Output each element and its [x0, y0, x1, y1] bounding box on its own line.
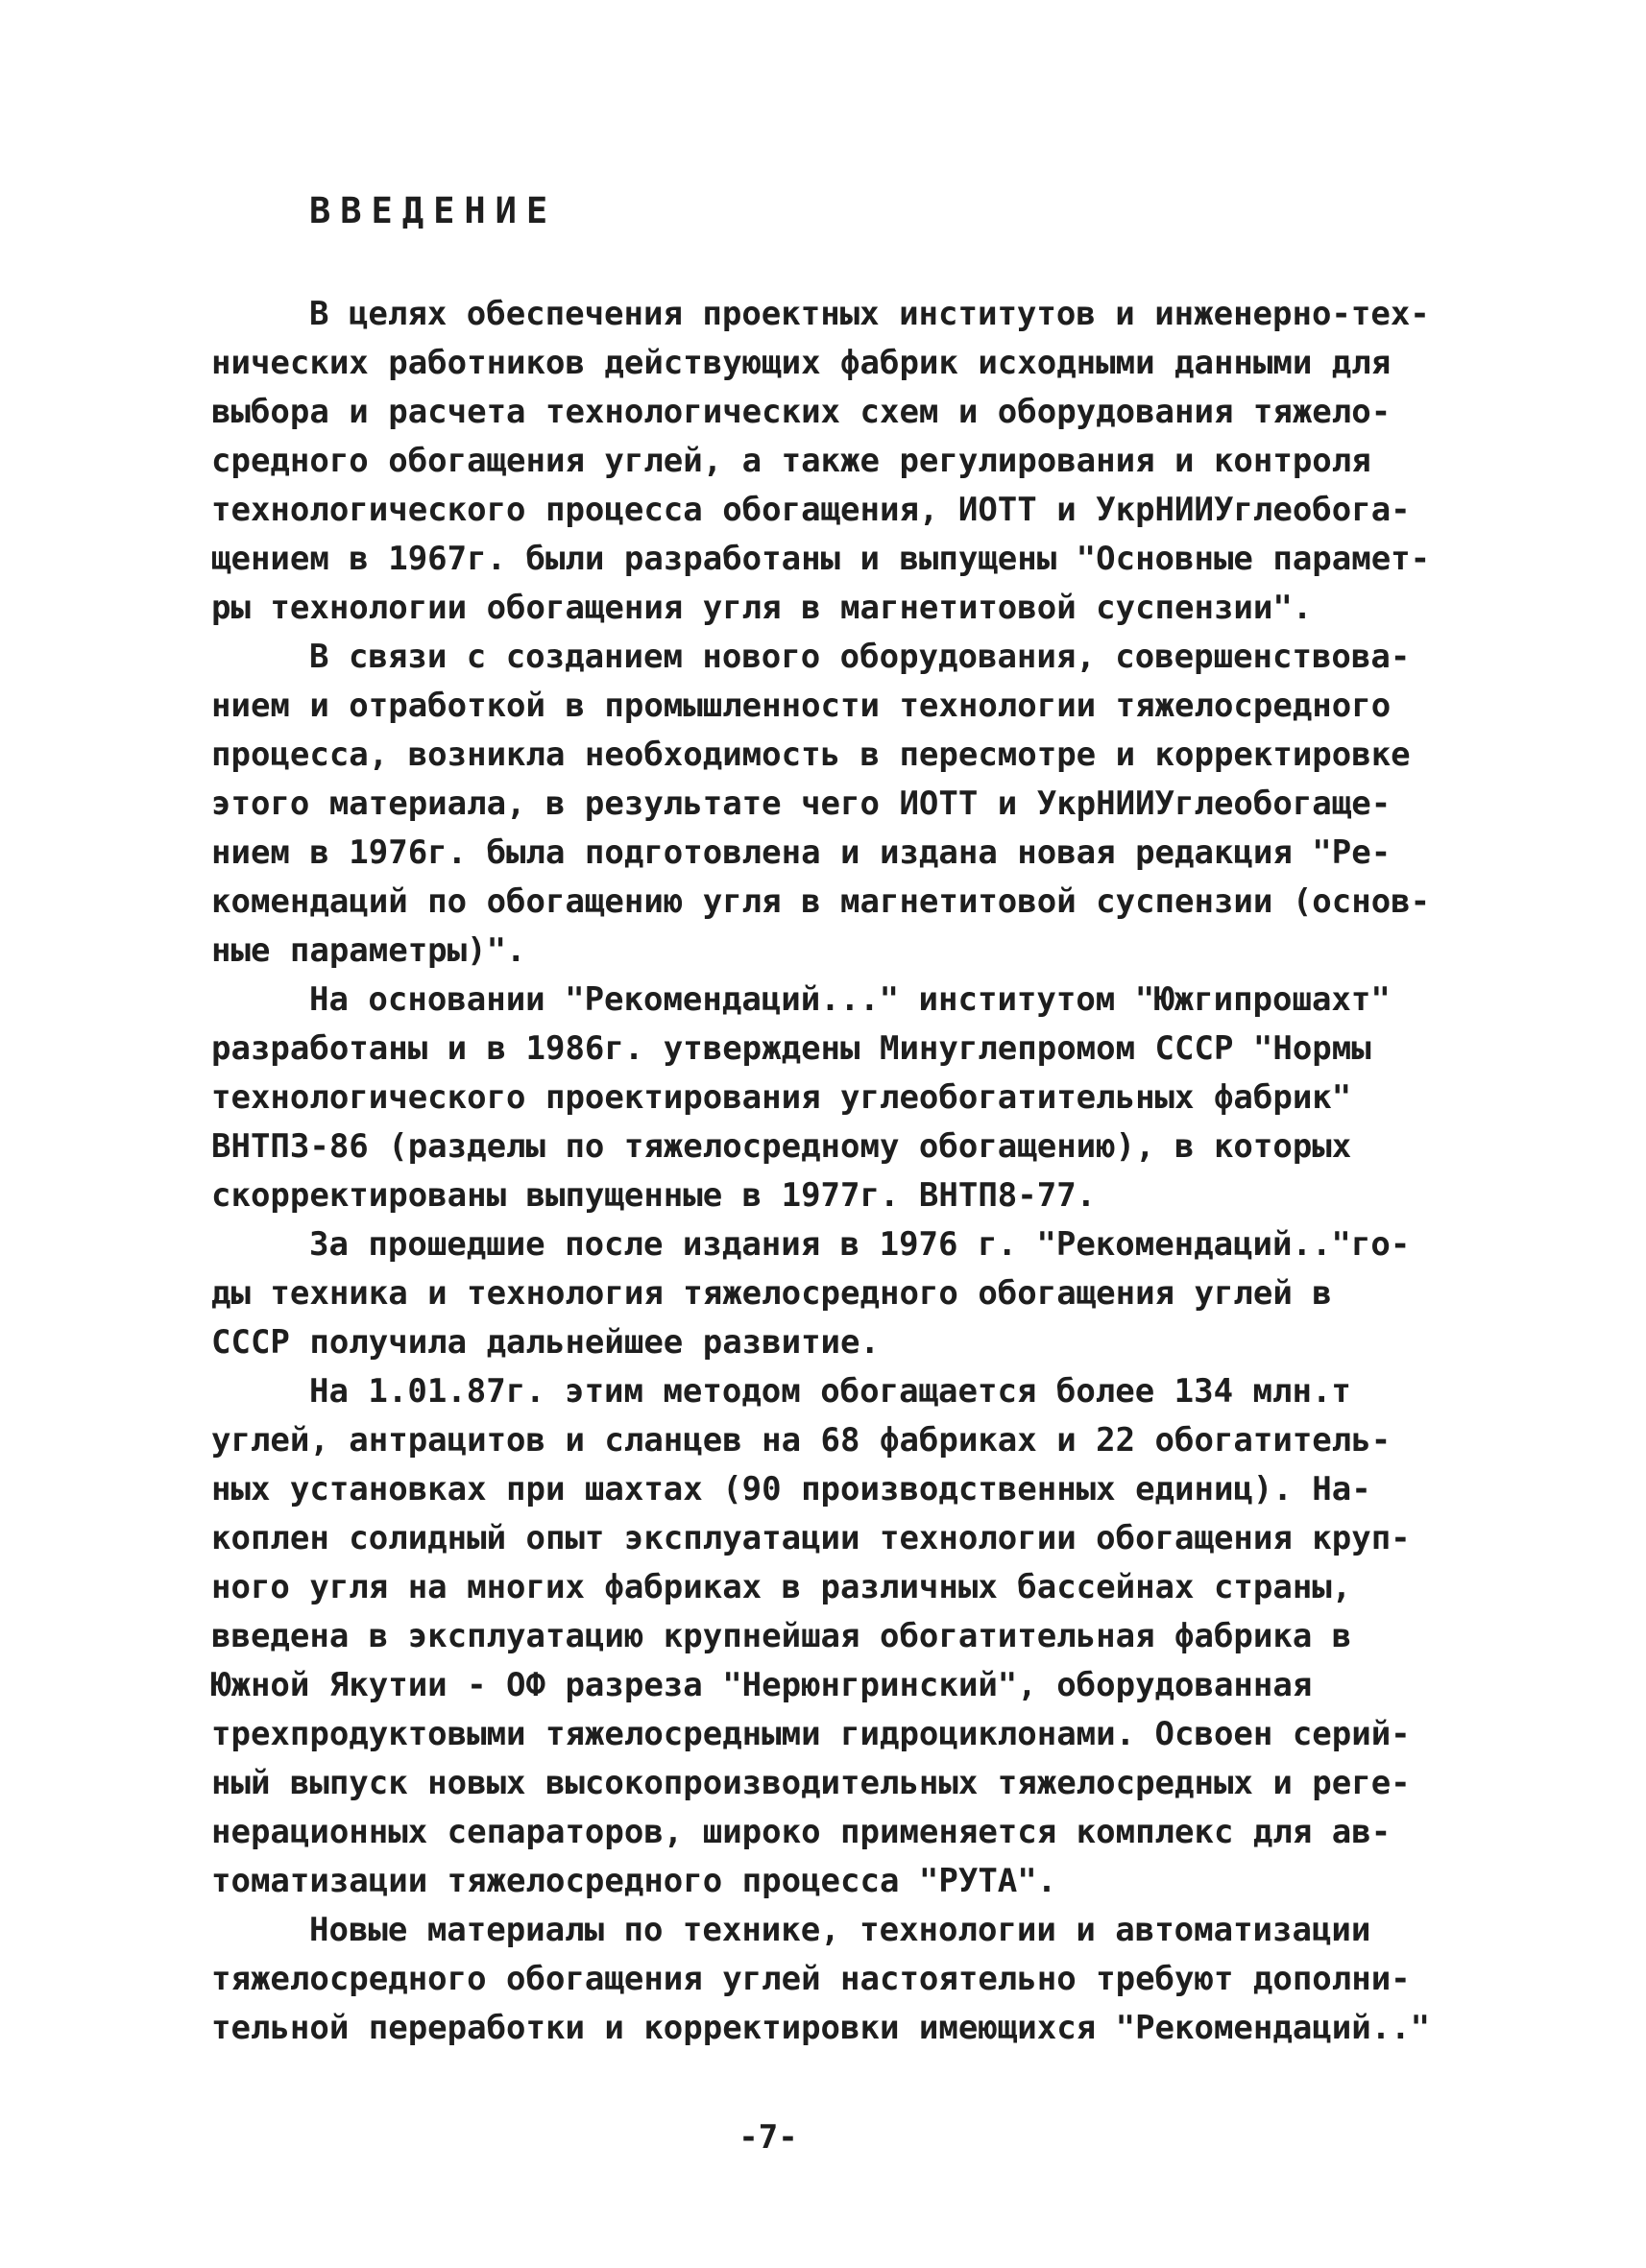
text-line: нием в 1976г. была подготовлена и издана новая редакция "Ре- — [211, 833, 1392, 872]
text-line: ные параметры)". — [211, 931, 526, 970]
text-line: За прошедшие после издания в 1976 г. "Рекомендаций.."го- — [309, 1225, 1411, 1264]
text-line: В целях обеспечения проектных институтов и инженерно-тех- — [309, 295, 1430, 333]
text-line: средного обогащения углей, а также регулирования и контроля — [211, 442, 1371, 480]
text-line: процесса, возникла необходимость в пересмотре и корректировке — [211, 736, 1411, 774]
text-line: технологического процесса обогащения, ИОТТ и УкрНИИУглеобога- — [211, 491, 1411, 529]
page-heading: ВВЕДЕНИЕ — [309, 190, 558, 231]
text-line: Новые материалы по технике, технологии и автоматизации — [309, 1911, 1371, 1949]
text-line: нерационных сепараторов, широко применяется комплекс для ав- — [211, 1813, 1392, 1851]
text-line: скорректированы выпущенные в 1977г. ВНТП8-77. — [211, 1176, 1097, 1215]
text-line: трехпродуктовыми тяжелосредными гидроциклонами. Освоен серий- — [211, 1715, 1411, 1753]
text-line: углей, антрацитов и сланцев на 68 фабриках и 22 обогатитель- — [211, 1421, 1392, 1460]
body-text — [211, 290, 1479, 2053]
text-line: Южной Якутии - ОФ разреза "Нерюнгринский", оборудованная — [211, 1666, 1313, 1704]
text-line: нических работников действующих фабрик исходными данными для — [211, 344, 1392, 382]
text-line: введена в эксплуатацию крупнейшая обогатительная фабрика в — [211, 1617, 1352, 1655]
text-line: ных установках при шахтах (90 производственных единиц). На- — [211, 1470, 1371, 1508]
page-number: -7- — [738, 2118, 798, 2157]
text-line: ры технологии обогащения угля в магнетитовой суспензии". — [211, 589, 1313, 627]
text-line: На 1.01.87г. этим методом обогащается более 134 млн.т — [309, 1372, 1351, 1411]
text-line: выбора и расчета технологических схем и оборудования тяжело- — [211, 393, 1392, 431]
text-line: томатизации тяжелосредного процесса "РУТА". — [211, 1862, 1057, 1900]
text-line: ды техника и технология тяжелосредного обогащения углей в — [211, 1274, 1332, 1313]
text-line: нием и отработкой в промышленности технологии тяжелосредного — [211, 687, 1392, 725]
text-line: СССР получила дальнейшее развитие. — [211, 1323, 880, 1362]
text-line: комендаций по обогащению угля в магнетитовой суспензии (основ- — [211, 882, 1431, 921]
text-line: коплен солидный опыт эксплуатации технологии обогащения круп- — [211, 1519, 1411, 1557]
text-line: этого материала, в результате чего ИОТТ и УкрНИИУглеобогаще- — [211, 784, 1392, 823]
text-line: ВНТП3-86 (разделы по тяжелосредному обогащению), в которых — [211, 1127, 1352, 1166]
text-line: ный выпуск новых высокопроизводительных тяжелосредных и реге- — [211, 1764, 1411, 1802]
text-line: щением в 1967г. были разработаны и выпущены "Основные парамет- — [211, 540, 1431, 578]
text-line: тельной переработки и корректировки имеющихся "Рекомендаций.." — [211, 2009, 1431, 2047]
text-line: разработаны и в 1986г. утверждены Минуглепромом СССР "Нормы — [211, 1029, 1371, 1068]
text-line: ного угля на многих фабриках в различных бассейнах страны, — [211, 1568, 1352, 1606]
text-line: На основании "Рекомендаций..." институтом "Южгипрошахт" — [309, 980, 1391, 1019]
text-line: тяжелосредного обогащения углей настоятельно требуют дополни- — [211, 1960, 1411, 1998]
text-line: В связи с созданием нового оборудования, совершенствова- — [309, 638, 1411, 676]
text-line: технологического проектирования углеобогатительных фабрик" — [211, 1078, 1352, 1117]
